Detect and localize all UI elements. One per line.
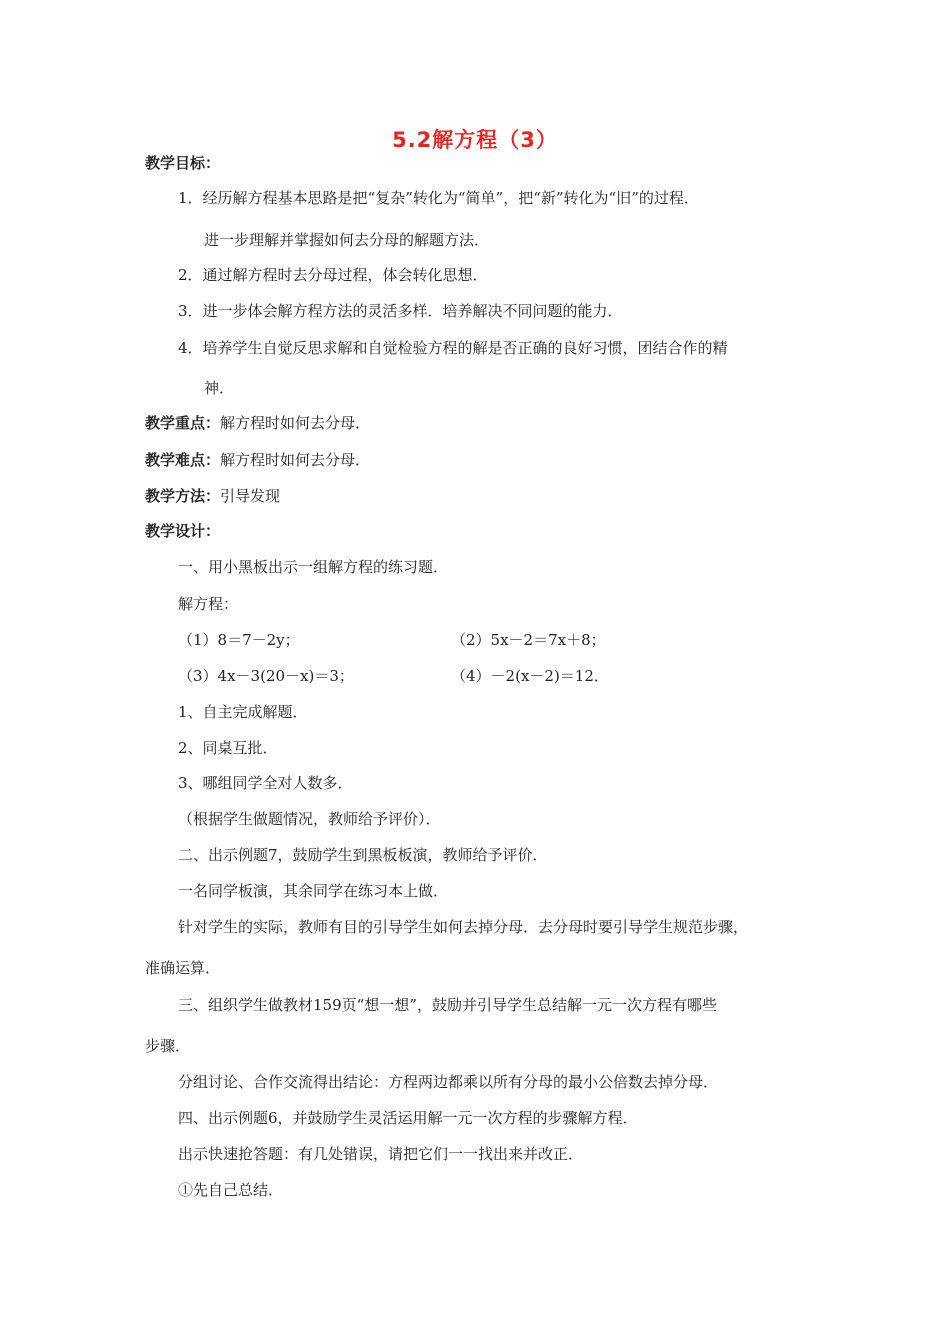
difficulty (145, 450, 370, 470)
solve-label: 解方程： (178, 595, 239, 613)
objective-item-1: 1．经历解方程基本思路是把“复杂”转化为“简单”，把“新”转化为“旧”的过程． (178, 189, 699, 207)
equation-2: （2）5x－2＝7x＋8； (451, 631, 606, 649)
step-7-cont: 准确运算． (145, 959, 221, 977)
step-2: 2、同桌互批． (178, 739, 278, 757)
difficulty-text: 解方程时如何去分母． (220, 451, 371, 469)
objective-item-2: 2．通过解方程时去分母过程，体会转化思想． (178, 266, 488, 284)
equation-3: （3）4x－3(20－x)＝3； (178, 667, 354, 685)
equation-row-1 (178, 630, 678, 650)
method (145, 486, 280, 506)
step-12: ①先自己总结． (178, 1181, 284, 1199)
key-point (145, 413, 370, 433)
step-7: 针对学生的实际，教师有目的引导学生如何去掉分母．去分母时要引导学生规范步骤， (178, 918, 749, 936)
step-5: 二、出示例题7，鼓励学生到黑板板演，教师给予评价． (178, 846, 548, 864)
step-1: 1、自主完成解题． (178, 703, 308, 721)
equation-row-2 (178, 666, 678, 686)
step-8-cont: 步骤． (145, 1037, 191, 1055)
key-point-label: 教学重点： (145, 414, 221, 432)
equation-4: （4）－2(x－2)＝12． (451, 667, 609, 685)
page-title: 5.2解方程（3） (392, 128, 558, 152)
equation-1: （1）8＝7－2y； (178, 631, 300, 649)
objectives-heading: 教学目标： (145, 154, 221, 172)
step-9: 分组讨论、合作交流得出结论：方程两边都乘以所有分母的最小公倍数去掉分母． (178, 1073, 719, 1091)
step-11: 出示快速抢答题：有几处错误，请把它们一一找出来并改正． (178, 1145, 584, 1163)
step-10: 四、出示例题6，并鼓励学生灵活运用解一元一次方程的步骤解方程． (178, 1109, 638, 1127)
step-3: 3、哪组同学全对人数多． (178, 774, 353, 792)
method-label: 教学方法： (145, 487, 221, 505)
difficulty-label: 教学难点： (145, 451, 221, 469)
step-6: 一名同学板演，其余同学在练习本上做． (178, 882, 449, 900)
objective-item-4: 4．培养学生自觉反思求解和自觉检验方程的解是否正确的良好习惯，团结合作的精 (178, 339, 728, 357)
key-point-text: 解方程时如何去分母． (220, 414, 371, 432)
design-heading: 教学设计： (145, 522, 221, 540)
design-intro: 一、用小黑板出示一组解方程的练习题． (178, 558, 449, 576)
objective-item-4-cont: 神． (204, 379, 235, 397)
objective-item-3: 3．进一步体会解方程方法的灵活多样．培养解决不同问题的能力． (178, 302, 623, 320)
objective-item-1-cont: 进一步理解并掌握如何去分母的解题方法． (204, 231, 490, 249)
step-4: （根据学生做题情况，教师给予评价）． (178, 810, 441, 828)
method-text: 引导发现 (220, 487, 281, 505)
step-8: 三、组织学生做教材159页“想一想”，鼓励并引导学生总结解一元一次方程有哪些 (178, 996, 717, 1014)
